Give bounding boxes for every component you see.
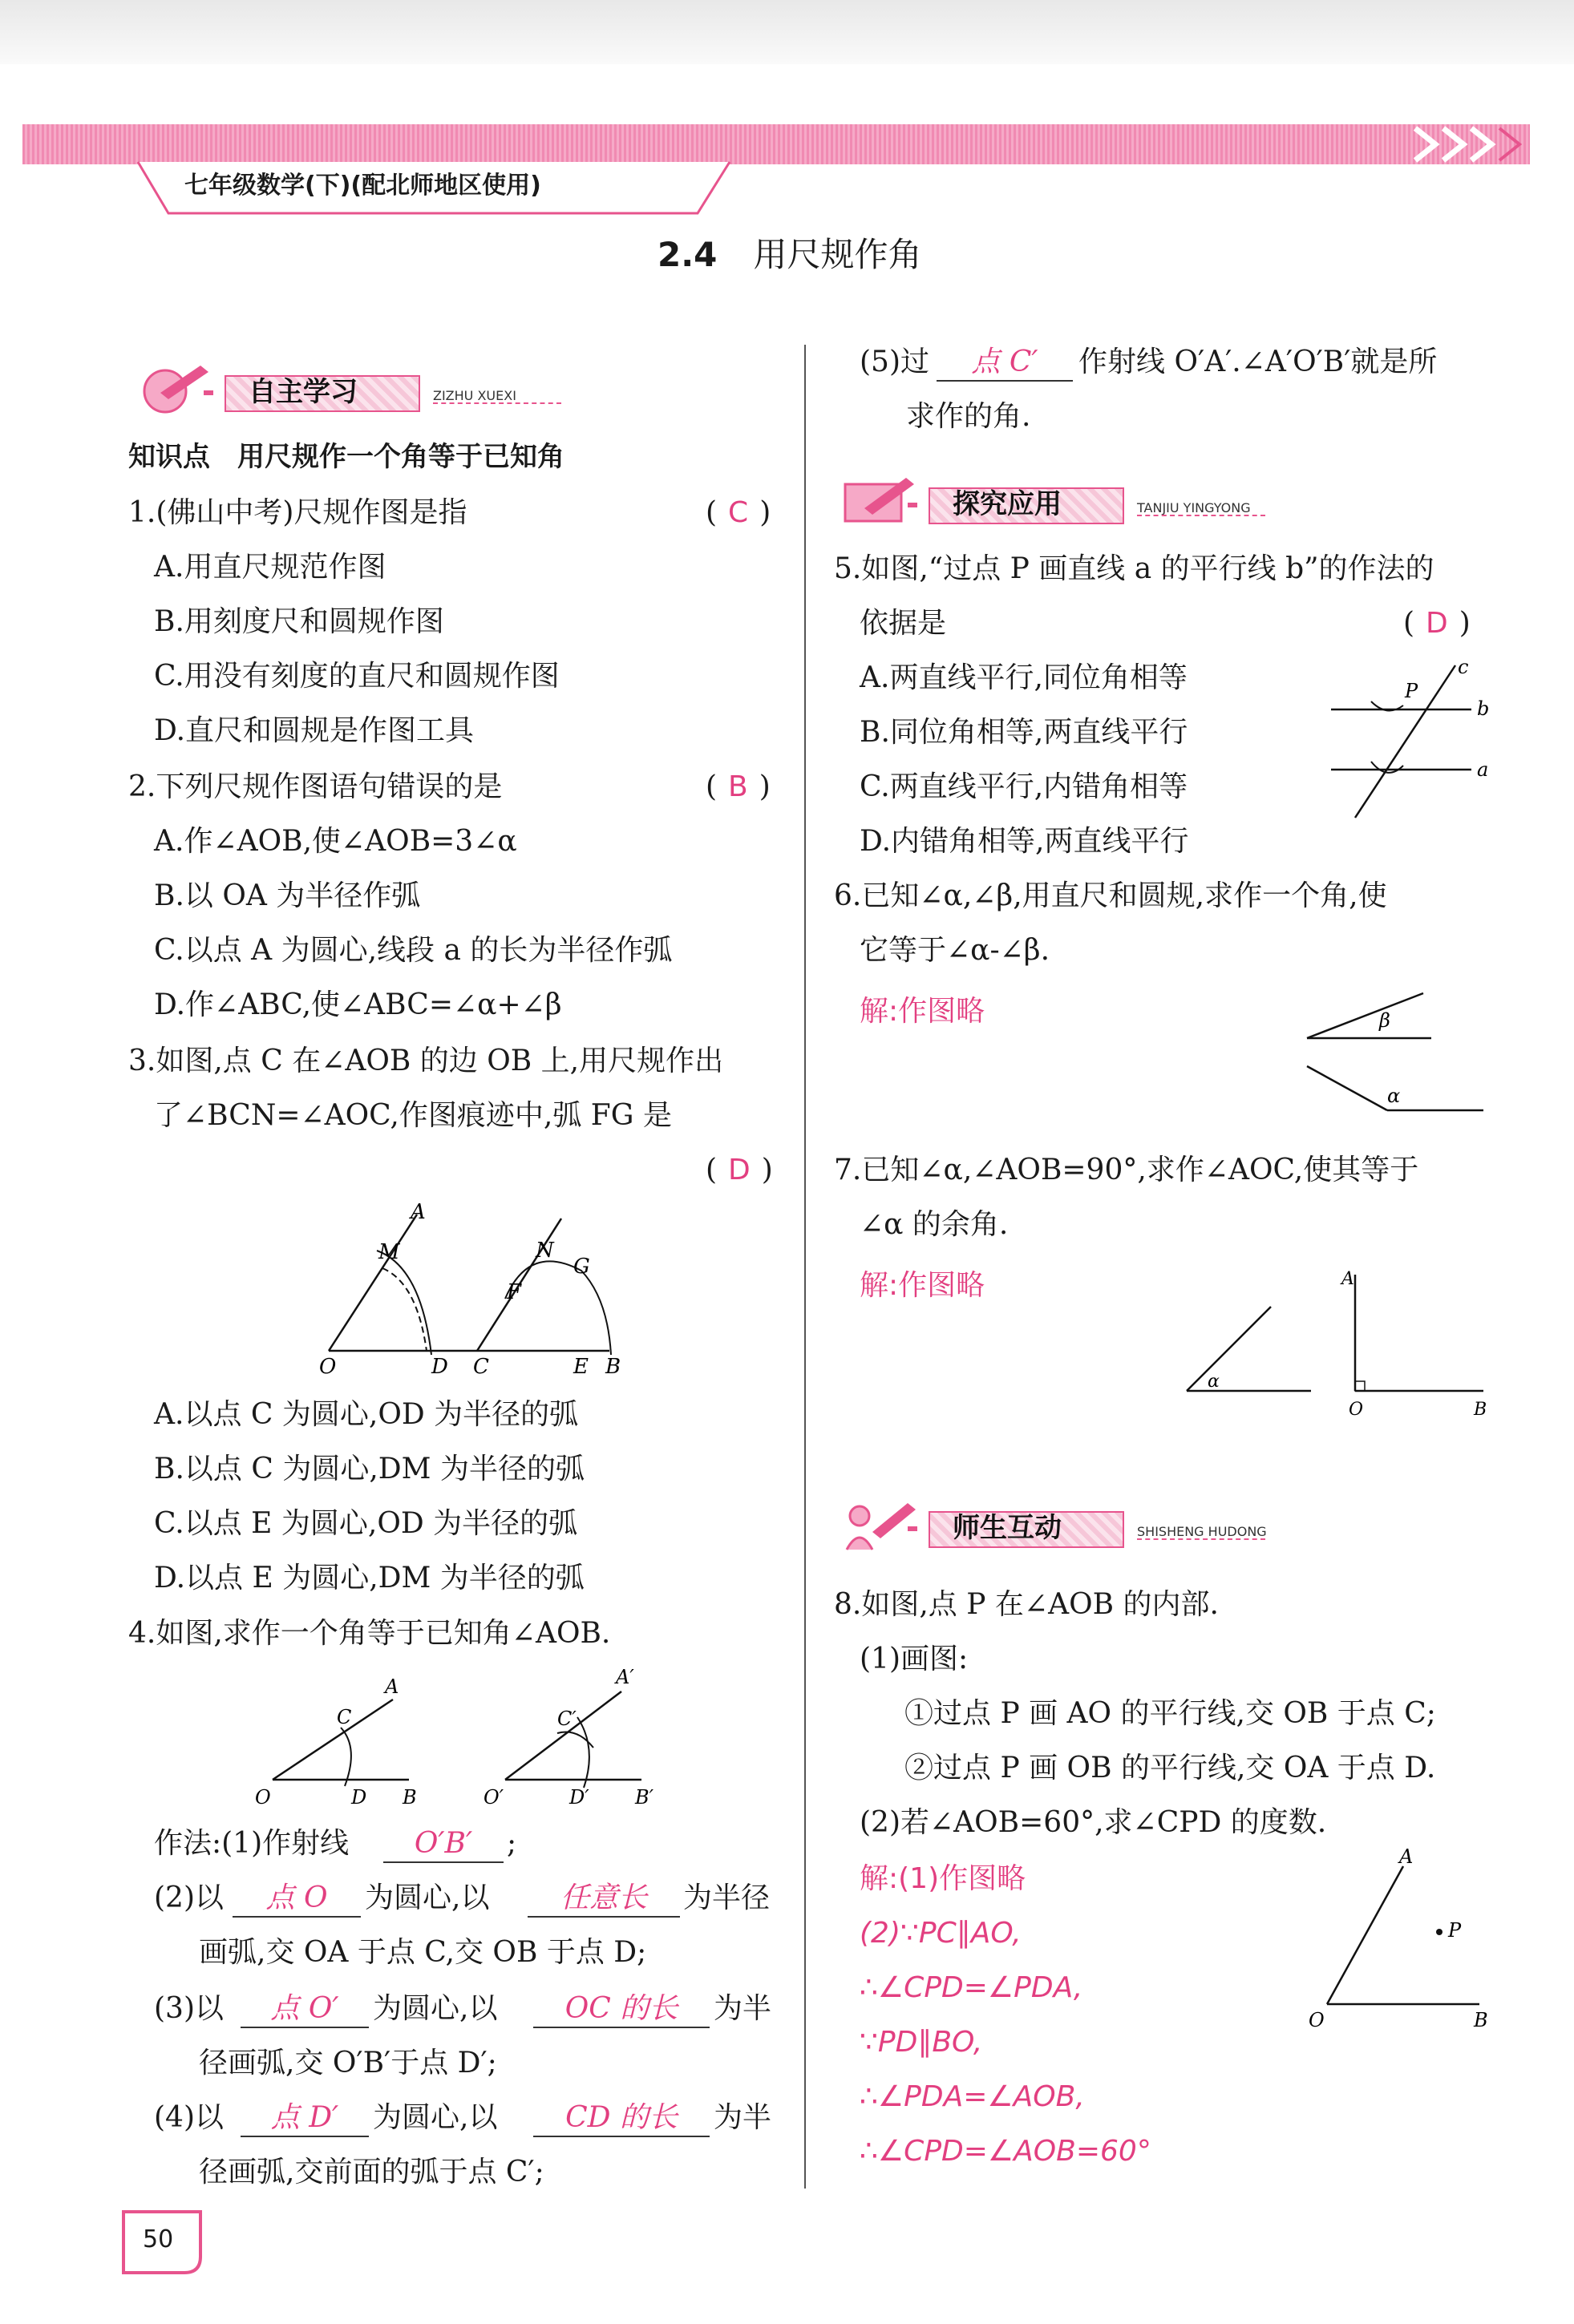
header-pink-band (22, 124, 1530, 164)
q6-stem-line1: 6.已知∠α,∠β,用直尺和圆规,求作一个角,使 (834, 879, 1387, 912)
teacher-student-icon (840, 1497, 917, 1553)
q3-label-a: A (411, 1202, 426, 1224)
q7-label-o: O (1349, 1400, 1364, 1420)
q3-label-e: E (573, 1355, 589, 1379)
q2-option-a: A.作∠AOB,使∠AOB=3∠α (154, 825, 517, 858)
q3-label-g: G (573, 1255, 590, 1279)
q8-solution-6: ∴∠CPD=∠AOB=60° (860, 2135, 1151, 2168)
q4-step3-mid: 为圆心,以 (373, 1992, 498, 2025)
q3-label-f: F (507, 1280, 522, 1304)
q7-label-alpha: α (1208, 1372, 1220, 1392)
q4-step2-post: 为半径 (683, 1881, 771, 1914)
q4-step3-answer2: OC 的长 (533, 1991, 710, 2028)
q1-option-d: D.直尺和圆规是作图工具 (154, 714, 475, 747)
q6-label-beta: β (1379, 1009, 1390, 1032)
q4-step3-line2: 径画弧,交 O′B′于点 D′; (199, 2047, 497, 2079)
q3-option-a: A.以点 C 为圆心,OD 为半径的弧 (154, 1398, 579, 1431)
q3-label-n: N (536, 1239, 554, 1263)
q6-solution: 解:作图略 (860, 995, 985, 1028)
q8-label-b: B (1474, 2009, 1488, 2031)
q3-stem-line1: 3.如图,点 C 在∠AOB 的边 OB 上,用尺规作出 (128, 1045, 724, 1077)
q3-label-m: M (378, 1240, 400, 1264)
q4-step5-answer: 点 C′ (937, 345, 1073, 382)
section-heading (658, 228, 922, 277)
q7-solution: 解:作图略 (860, 1269, 985, 1302)
computer-pencil-icon (840, 473, 917, 529)
q4-step3-answer1: 点 O′ (241, 1991, 369, 2028)
q1-option-b: B.用刻度尺和圆规作图 (154, 605, 444, 638)
q5-answer-bracket: ( D ) (1403, 607, 1471, 640)
q8-label-o: O (1309, 2009, 1325, 2031)
q4-step2-pre: (2)以 (154, 1881, 224, 1914)
page-number: 50 (143, 2225, 174, 2253)
q3-label-d: D (431, 1355, 448, 1379)
q3-label-c: C (473, 1355, 489, 1379)
q4-figure (241, 1659, 690, 1812)
q8-part1: (1)画图: (860, 1643, 969, 1675)
q4-step4-answer1: 点 D′ (241, 2100, 369, 2137)
q5-option-b: B.同位角相等,两直线平行 (860, 716, 1188, 749)
q4-step3-post: 为半 (714, 1992, 772, 2025)
q4-step5-pre: (5)过 (860, 346, 929, 378)
q4-step4-pre: (4)以 (154, 2101, 224, 2134)
q3-label-o: O (319, 1355, 337, 1379)
q3-stem-line2: 了∠BCN=∠AOC,作图痕迹中,弧 FG 是 (154, 1099, 672, 1132)
section-label: 自主学习 (249, 376, 358, 408)
q8-label-p: P (1448, 1919, 1462, 1942)
q6-label-alpha: α (1387, 1085, 1401, 1107)
section-en: ZIZHU XUEXI (433, 388, 516, 403)
q8-label-a: A (1399, 1845, 1414, 1868)
q4-label-c: C (337, 1706, 352, 1728)
q5-option-a: A.两直线平行,同位角相等 (860, 661, 1188, 694)
q1-answer-bracket: ( C ) (706, 496, 771, 529)
q4-label-o2: O′ (484, 1786, 504, 1809)
q4-step5-post: 作射线 O′A′.∠A′O′B′就是所 (1078, 346, 1438, 378)
q2-option-d: D.作∠ABC,使∠ABC=∠α+∠β (154, 988, 562, 1021)
q8-figure (1291, 1844, 1507, 2036)
section-tanjiu (840, 487, 1289, 521)
q4-step1-end: ; (507, 1827, 517, 1860)
q3-option-b: B.以点 C 为圆心,DM 为半径的弧 (154, 1453, 585, 1485)
q8-part1-b: ②过点 P 画 OB 的平行线,交 OA 于点 D. (904, 1752, 1436, 1784)
q3-answer: D (728, 1154, 751, 1186)
q1-option-a: A.用直尺规范作图 (154, 551, 386, 584)
q4-label-a: A (385, 1675, 399, 1698)
section-en: SHISHENG HUDONG (1137, 1524, 1267, 1539)
q3-option-c: C.以点 E 为圆心,OD 为半径的弧 (154, 1507, 578, 1540)
q8-solution-3: ∴∠CPD=∠PDA, (860, 1971, 1083, 2004)
q4-label-d2: D′ (569, 1786, 589, 1809)
q7-stem-line2: ∠α 的余角. (860, 1208, 1009, 1241)
q5-label-b: b (1477, 697, 1490, 720)
q5-answer: D (1426, 607, 1448, 640)
q2-answer-bracket: ( B ) (706, 770, 771, 803)
q3-answer-bracket: ( D ) (706, 1154, 773, 1186)
q2-option-c: C.以点 A 为圆心,线段 a 的长为半径作弧 (154, 934, 673, 967)
q4-label-d: D (351, 1786, 367, 1809)
section-label: 师生互动 (953, 1512, 1062, 1544)
q8-stem: 8.如图,点 P 在∠AOB 的内部. (834, 1588, 1219, 1621)
q4-label-a2: A′ (616, 1666, 634, 1688)
q5-label-c: c (1458, 657, 1469, 678)
pencil-icon (136, 361, 213, 417)
q4-label-c2: C′ (557, 1708, 577, 1730)
q4-step3-pre: (3)以 (154, 1992, 224, 2025)
q2-option-b: B.以 OA 为半径作弧 (154, 879, 421, 912)
knowledge-point: 知识点 用尺规作一个角等于已知角 (128, 441, 564, 473)
section-shisheng (840, 1511, 1289, 1545)
section-label: 探究应用 (953, 488, 1062, 520)
q4-step4-answer2: CD 的长 (533, 2100, 710, 2137)
q4-label-o: O (255, 1786, 271, 1809)
q6-figure (1291, 982, 1499, 1126)
q5-label-a: a (1477, 758, 1489, 781)
q3-figure (313, 1202, 633, 1379)
q4-step4-mid: 为圆心,以 (373, 2101, 498, 2134)
q4-step2-line2: 画弧,交 OA 于点 C,交 OB 于点 D; (199, 1936, 647, 1969)
q8-part1-a: ①过点 P 画 AO 的平行线,交 OB 于点 C; (904, 1697, 1436, 1730)
q7-label-b: B (1474, 1400, 1487, 1420)
q5-stem-line2: 依据是 (860, 607, 947, 640)
q1-option-c: C.用没有刻度的直尺和圆规作图 (154, 660, 560, 693)
q5-option-c: C.两直线平行,内错角相等 (860, 770, 1188, 803)
q4-label-b: B (403, 1786, 417, 1809)
section-title: 用尺规作角 (753, 235, 922, 274)
q8-solution-2: (2)∵PC∥AO, (860, 1917, 1022, 1950)
q3-option-d: D.以点 E 为圆心,DM 为半径的弧 (154, 1562, 585, 1594)
q4-step4-post: 为半 (714, 2101, 772, 2134)
chevron-right-icon (1411, 122, 1523, 167)
section-number: 2.4 (658, 235, 718, 274)
q8-part2: (2)若∠AOB=60°,求∠CPD 的度数. (860, 1806, 1327, 1839)
top-grey-strip (0, 0, 1574, 64)
q5-option-d: D.内错角相等,两直线平行 (860, 825, 1189, 858)
q5-label-p: P (1405, 680, 1418, 702)
q1-answer: C (728, 496, 749, 529)
column-divider (804, 345, 806, 2189)
section-zizhu (136, 375, 585, 409)
q7-label-a: A (1341, 1269, 1354, 1289)
q7-figure (1171, 1259, 1507, 1427)
q2-answer: B (728, 770, 748, 803)
q4-step5-line2: 求作的角. (906, 400, 1031, 433)
q4-step2-answer1: 点 O (233, 1881, 361, 1918)
q4-step4-line2: 径画弧,交前面的弧于点 C′; (199, 2156, 544, 2189)
q3-label-b: B (605, 1355, 621, 1379)
q4-step2-mid: 为圆心,以 (365, 1881, 490, 1914)
q5-stem-line1: 5.如图,“过点 P 画直线 a 的平行线 b”的作法的 (834, 552, 1434, 585)
q4-stem: 4.如图,求作一个角等于已知角∠AOB. (128, 1617, 611, 1650)
q4-step1: 作法:(1)作射线 (154, 1827, 350, 1860)
q8-solution-5: ∴∠PDA=∠AOB, (860, 2080, 1085, 2113)
q8-solution-4: ∵PD∥BO, (860, 2026, 983, 2059)
q8-solution-1: 解:(1)作图略 (860, 1862, 1026, 1895)
q7-stem-line1: 7.已知∠α,∠AOB=90°,求作∠AOC,使其等于 (834, 1154, 1419, 1186)
q4-step2-answer2: 任意长 (528, 1881, 680, 1918)
section-en: TANJIU YINGYONG (1137, 500, 1251, 515)
q6-stem-line2: 它等于∠α-∠β. (860, 934, 1050, 967)
q5-figure (1323, 657, 1499, 826)
q4-step1-answer: O′B′ (383, 1826, 504, 1863)
book-title: 七年级数学(下)(配北师地区使用) (184, 172, 541, 200)
q1-stem: 1.(佛山中考)尺规作图是指 (128, 496, 467, 529)
q4-label-b2: B′ (635, 1786, 654, 1809)
q2-stem: 2.下列尺规作图语句错误的是 (128, 770, 503, 803)
